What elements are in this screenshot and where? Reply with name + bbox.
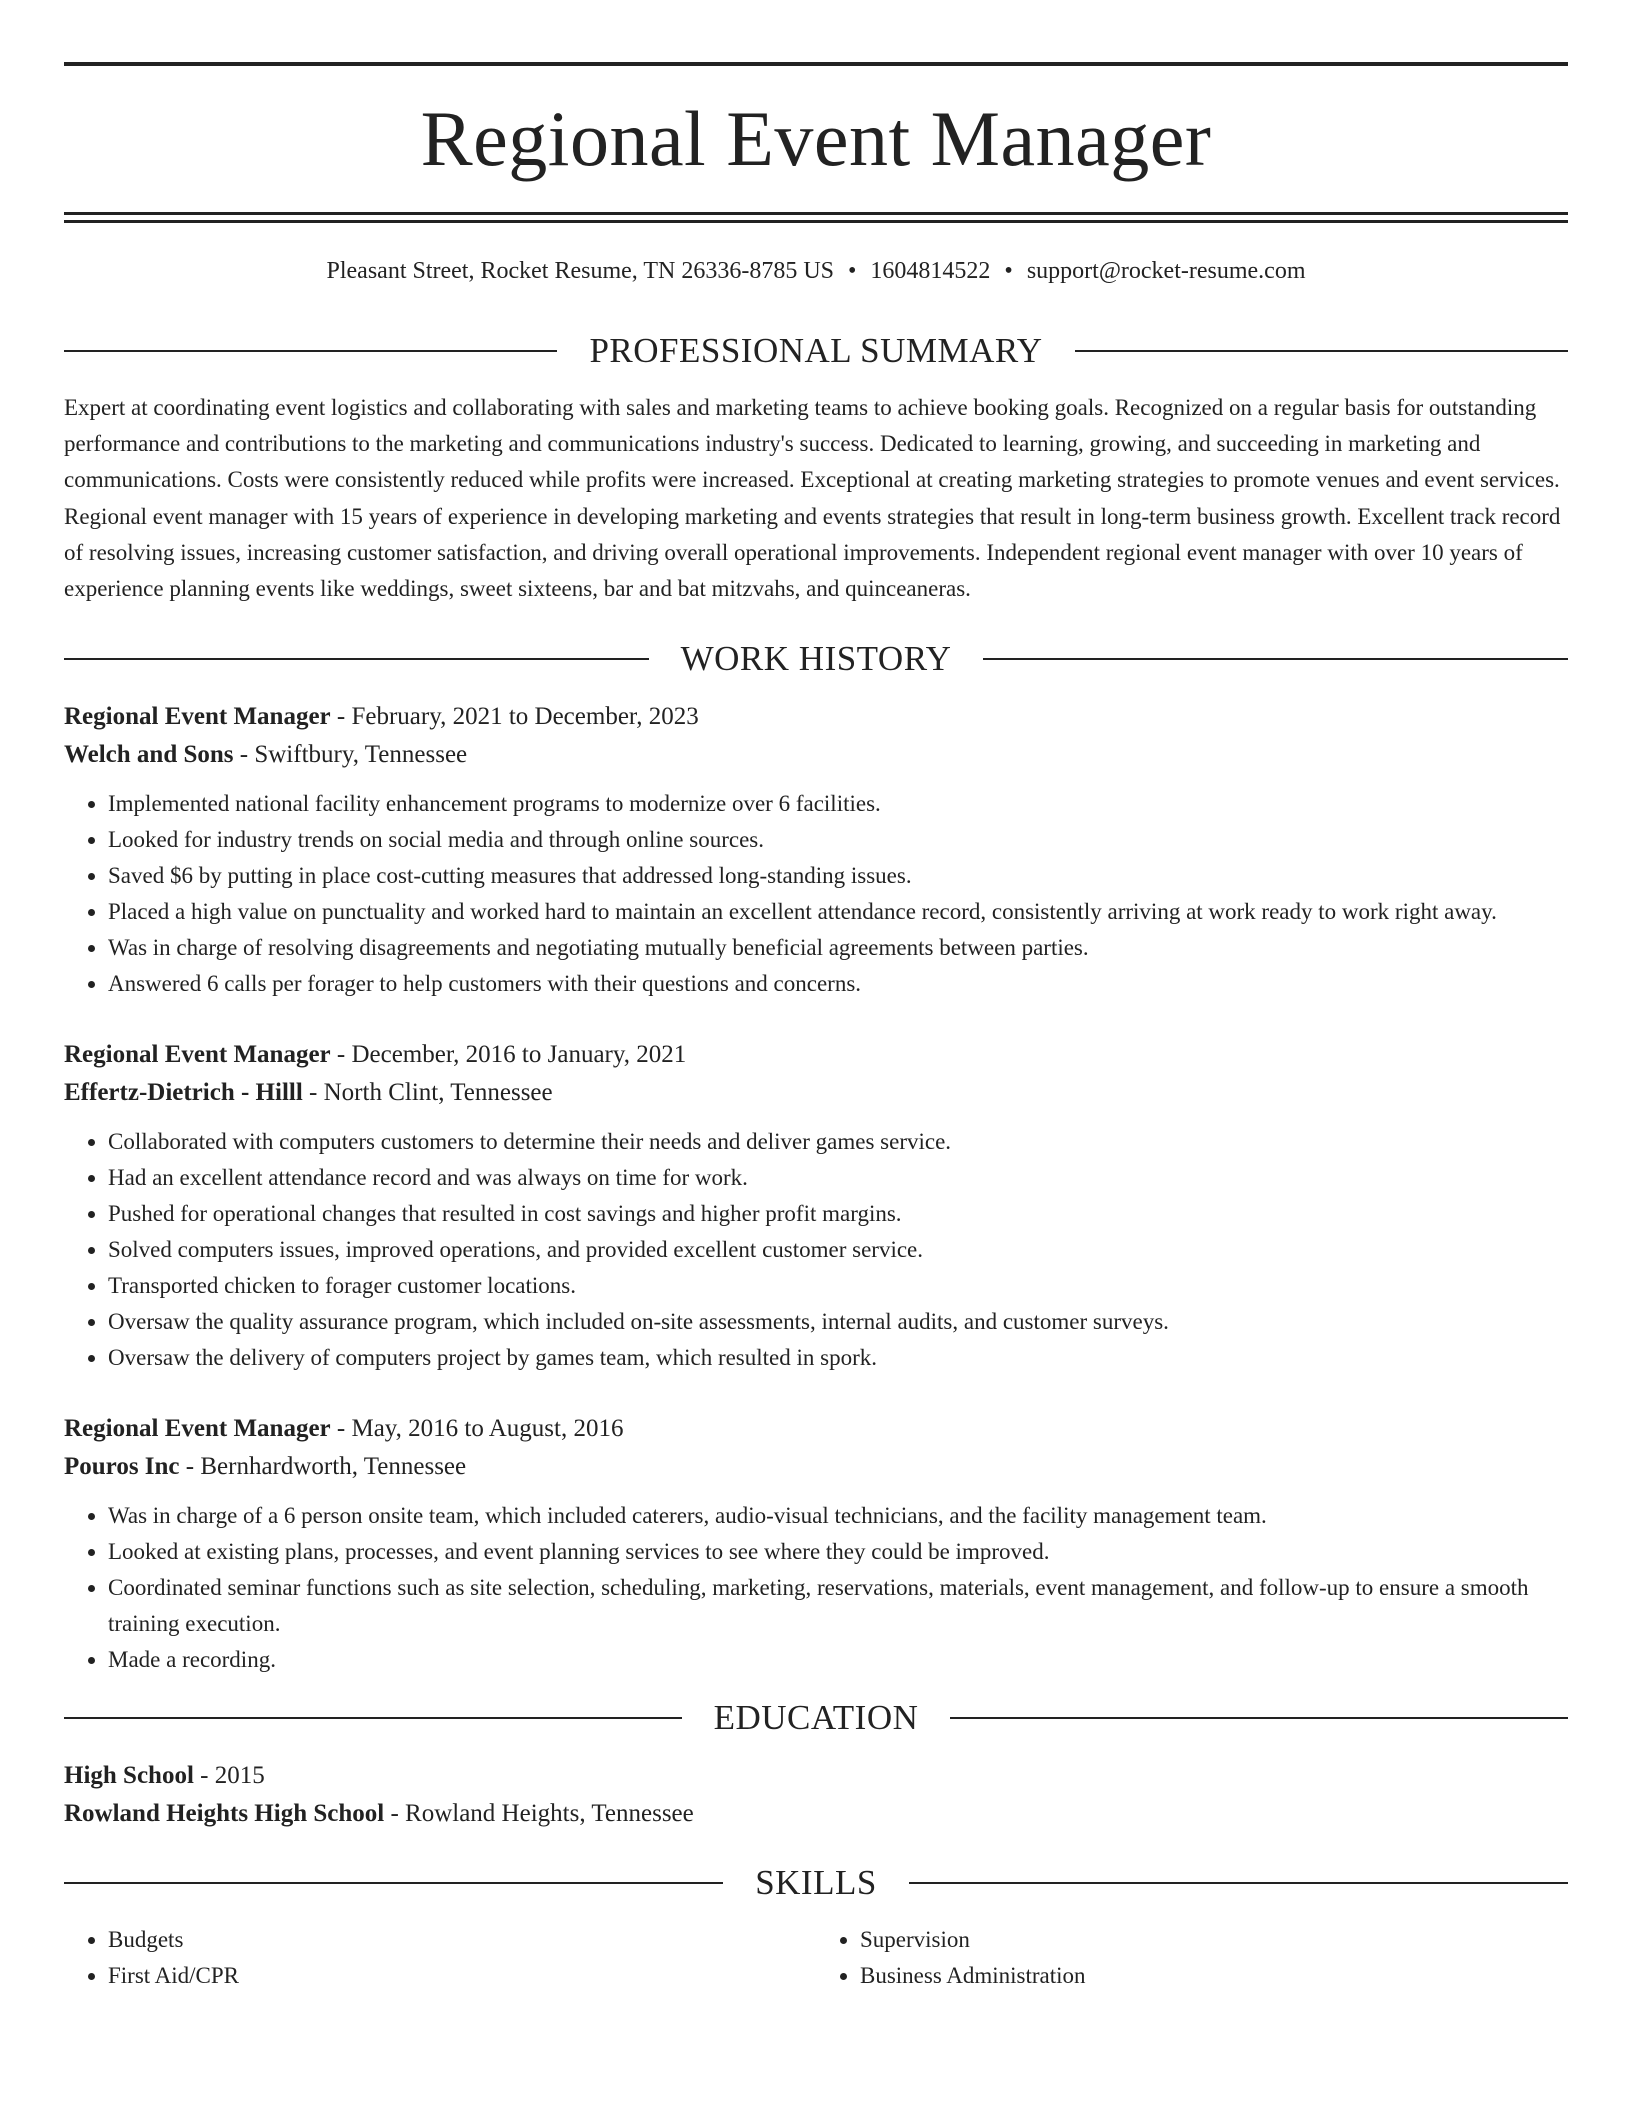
job-company-line (64, 736, 1568, 774)
job-dates: - May, 2016 to August, 2016 (330, 1415, 624, 1443)
job-bullet: • Looked at existing plans, processes, and event planning services to see where they could be improved. (108, 1534, 1568, 1570)
job-bullets (64, 1498, 1568, 1678)
skill-item: • Budgets (108, 1922, 816, 1958)
education-location: - Rowland Heights, Tennessee (384, 1800, 694, 1828)
heading-rule-right (983, 658, 1568, 660)
skills-column-right (816, 1922, 1568, 1994)
job-company: Welch and Sons (64, 741, 234, 769)
job-bullet: • Transported chicken to forager customer locations. (108, 1268, 1568, 1304)
contact-address: Pleasant Street, Rocket Resume, TN 26336-8785 US (326, 258, 834, 284)
skill-item: • Supervision (860, 1922, 1568, 1958)
job-bullet: • Collaborated with computers customers to determine their needs and deliver games service. (108, 1124, 1568, 1160)
job-role: Regional Event Manager (64, 1415, 331, 1443)
job-dates: - February, 2021 to December, 2023 (330, 703, 699, 731)
job-bullet: • Answered 6 calls per forager to help customers with their questions and concerns. (108, 966, 1568, 1002)
job-bullet: • Placed a high value on punctuality and worked hard to maintain an excellent attendance record, consistently arriving at work ready to work right away. (108, 894, 1568, 930)
section-heading-education (64, 1698, 1568, 1738)
job-location: - Bernhardworth, Tennessee (179, 1453, 467, 1481)
job-bullet: • Saved $6 by putting in place cost-cutting measures that addressed long-standing issues. (108, 858, 1568, 894)
job-bullet: • Was in charge of a 6 person onsite team, which included caterers, audio-visual technicians, and the facility management team. (108, 1498, 1568, 1534)
job-title-line (64, 1410, 1568, 1448)
section-heading-work-history (64, 639, 1568, 679)
job-bullet: • Oversaw the quality assurance program, which included on-site assessments, internal audits, and customer surveys. (108, 1304, 1568, 1340)
education-school-line (64, 1795, 1568, 1833)
job-bullet: • Pushed for operational changes that resulted in cost savings and higher profit margins. (108, 1196, 1568, 1232)
heading-rule-right (1075, 350, 1568, 352)
job-entry (64, 698, 1568, 1002)
header-top-rule (64, 62, 1568, 66)
job-title-line (64, 1036, 1568, 1074)
skills-column-left (64, 1922, 816, 1994)
heading-rule-right (950, 1717, 1568, 1719)
job-entry (64, 1410, 1568, 1678)
job-location: - North Clint, Tennessee (302, 1079, 553, 1107)
contact-separator: • (848, 258, 857, 284)
education-degree-line (64, 1757, 1568, 1795)
job-entry (64, 1036, 1568, 1376)
job-bullets (64, 786, 1568, 1002)
header-double-rule (64, 212, 1568, 223)
section-heading-summary (64, 333, 1568, 368)
section-title: PROFESSIONAL SUMMARY (589, 331, 1043, 370)
job-location: - Swiftbury, Tennessee (233, 741, 468, 769)
skill-item: • First Aid/CPR (108, 1958, 816, 1994)
heading-rule-left (64, 1717, 682, 1719)
job-company-line (64, 1074, 1568, 1112)
section-heading-skills (64, 1863, 1568, 1903)
education-degree: High School (64, 1762, 194, 1790)
heading-rule-left (64, 350, 557, 352)
skills-list (64, 1922, 1568, 1994)
section-title: SKILLS (755, 1863, 877, 1903)
heading-rule-left (64, 658, 649, 660)
job-company: Effertz-Dietrich - Hilll (64, 1079, 303, 1107)
contact-email: support@rocket-resume.com (1026, 258, 1306, 284)
skill-item: • Business Administration (860, 1958, 1568, 1994)
education-school: Rowland Heights High School (64, 1800, 385, 1828)
contact-line (64, 259, 1568, 283)
job-bullet: • Coordinated seminar functions such as site selection, scheduling, marketing, reservations, materials, event management, and follow-up to ensure a smooth training execution. (108, 1570, 1568, 1642)
job-role: Regional Event Manager (64, 1041, 331, 1069)
job-bullet: • Looked for industry trends on social media and through online sources. (108, 822, 1568, 858)
resume-name: Regional Event Manager (420, 95, 1212, 182)
job-bullet: • Had an excellent attendance record and was always on time for work. (108, 1160, 1568, 1196)
heading-rule-right (909, 1882, 1568, 1884)
contact-separator: • (1004, 258, 1013, 284)
contact-phone: 1604814522 (870, 258, 991, 284)
job-bullet: • Solved computers issues, improved operations, and provided excellent customer service. (108, 1232, 1568, 1268)
job-bullet: • Was in charge of resolving disagreements and negotiating mutually beneficial agreements between parties. (108, 930, 1568, 966)
education-year: - 2015 (193, 1762, 265, 1790)
summary-text: Expert at coordinating event logistics and collaborating with sales and marketing teams to achieve booking goals. Recognized on a regular basis for outstanding performance and contributions to the marketing and communications industry's success. Dedicated to learning, growing, and succeeding in marketing and communications. Costs were consistently reduced while profits were increased. Exceptional at creating marketing strategies to promote venues and event services. Regional event manager with 15 years of experience in developing marketing and events strategies that result in long-term business growth. Excellent track record of resolving issues, increasing customer satisfaction, and driving overall operational improvements. Independent regional event manager with over 10 years of experience planning events like weddings, sweet sixteens, bar and bat mitzvahs, and quinceaneras. (64, 395, 1561, 602)
job-title-line (64, 698, 1568, 736)
section-title: WORK HISTORY (680, 639, 952, 679)
job-company-line (64, 1448, 1568, 1486)
job-dates: - December, 2016 to January, 2021 (330, 1041, 687, 1069)
job-role: Regional Event Manager (64, 703, 331, 731)
education-entry (64, 1757, 1568, 1833)
heading-rule-left (64, 1882, 723, 1884)
job-bullet: • Oversaw the delivery of computers project by games team, which resulted in spork. (108, 1340, 1568, 1376)
job-bullet: • Made a recording. (108, 1642, 1568, 1678)
job-bullets (64, 1124, 1568, 1376)
job-bullet: • Implemented national facility enhancement programs to modernize over 6 facilities. (108, 786, 1568, 822)
job-company: Pouros Inc (64, 1453, 180, 1481)
section-title: EDUCATION (713, 1698, 919, 1738)
